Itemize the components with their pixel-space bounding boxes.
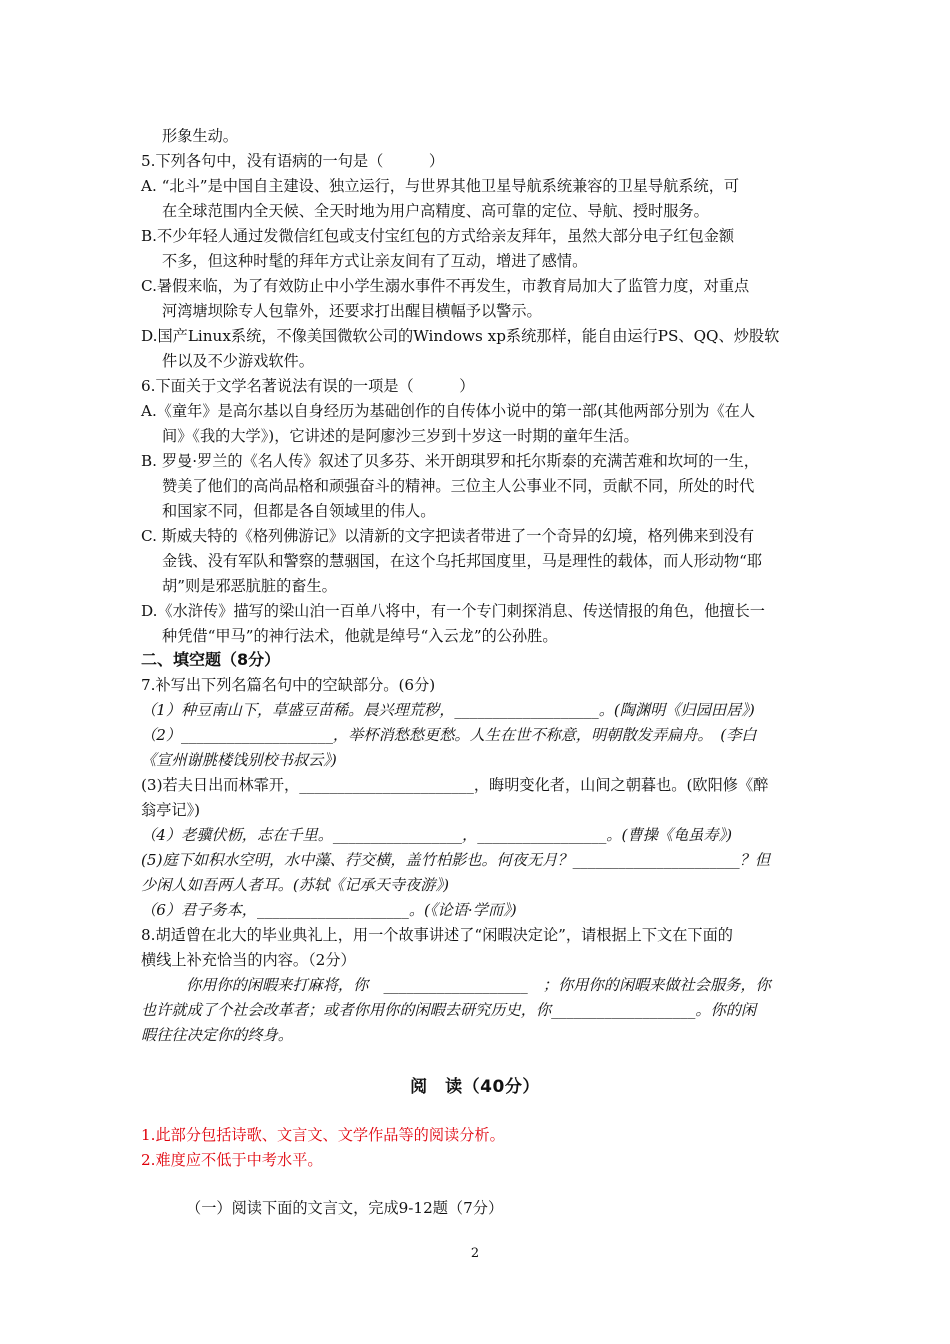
option-d: D.国产Linux系统，不像美国微软公司的Windows xp系统那样，能自由运行PS、QQ、炒股软 — [141, 327, 780, 345]
text-line: 河湾塘坝除专人包靠外，还要求打出醒目横幅予以警示。 — [162, 302, 542, 320]
fill-item-3: (3)若夫日出而林霏开，_______________________，晦明变化者，山间之朝暮也。(欧阳修《醉 — [141, 776, 769, 794]
text-line: 不多，但这种时髦的拜年方式让亲友间有了互动，增进了感情。 — [162, 252, 588, 270]
text-line: 翁亭记》) — [141, 801, 201, 819]
red-note: 2.难度应不低于中考水平。 — [141, 1151, 323, 1169]
question-8: 8.胡适曾在北大的毕业典礼上，用一个故事讲述了“闲暇决定论”，请根据上下文在下面的 — [141, 926, 733, 944]
question-7: 7.补写出下列名篇名句中的空缺部分。(6分) — [141, 676, 436, 694]
text-line: 赞美了他们的高尚品格和顽强奋斗的精神。三位主人公事业不同，贡献不同，所处的时代 — [162, 477, 755, 495]
question-6: 6.下面关于文学名著说法有误的一项是（ ） — [141, 377, 475, 395]
option-b: B.不少年轻人通过发微信红包或支付宝红包的方式给亲友拜年，虽然大部分电子红包金额 — [141, 227, 735, 245]
fill-item-2: （2）____________________，举杯消愁愁更愁。人生在世不称意，明朝散发弄扁舟。 (李白 — [141, 726, 757, 744]
paragraph-line: 暇往往决定你的终身。 — [141, 1026, 293, 1044]
option-d: D.《水浒传》描写的梁山泊一百单八将中，有一个专门刺探消息、传送情报的角色，他擅长一 — [141, 602, 765, 620]
text-line: 横线上补充恰当的内容。（2分） — [141, 951, 356, 969]
fill-item-6: （6）君子务本，____________________。(《论语·学而》) — [141, 901, 517, 919]
question-5: 5.下列各句中，没有语病的一句是（ ） — [141, 152, 445, 170]
option-a: A. “北斗”是中国自主建设、独立运行，与世界其他卫星导航系统兼容的卫星导航系统，可 — [141, 177, 740, 195]
text-line: 金钱、没有军队和警察的慧骃国，在这个乌托邦国度里，马是理性的载体，而人形动物“耶 — [162, 552, 763, 570]
paragraph-line: 也许就成了个社会改革者；或者你用你的闲暇去研究历史，你___________________。你的闲 — [141, 1001, 757, 1019]
section-title: 阅 读（40分） — [410, 1077, 540, 1097]
fill-item-4: （4）老骥伏枥，志在千里。_________________，_________________。(曹操《龟虽寿》) — [141, 826, 733, 844]
paragraph-line: 你用你的闲暇来打麻将，你 ___________________ ；你用你的闲暇来做社会服务，你 — [186, 976, 771, 994]
page-number: 2 — [470, 1246, 480, 1261]
section-heading: 二、填空题（8分） — [141, 650, 281, 669]
red-note: 1.此部分包括诗歌、文言文、文学作品等的阅读分析。 — [141, 1126, 505, 1144]
text-line: 件以及不少游戏软件。 — [162, 352, 314, 370]
text-line: 《宣州谢朓楼饯别校书叔云》) — [141, 751, 337, 769]
text-line: 形象生动。 — [162, 127, 238, 145]
text-line: 少闲人如吾两人者耳。(苏轼《记承天寺夜游》) — [141, 876, 450, 894]
option-c: C.暑假来临，为了有效防止中小学生溺水事件不再发生，市教育局加大了监管力度，对重点 — [141, 277, 750, 295]
option-b: B. 罗曼·罗兰的《名人传》叙述了贝多芬、米开朗琪罗和托尔斯泰的充满苦难和坎坷的一生， — [141, 452, 759, 470]
option-a: A.《童年》是高尔基以自身经历为基础创作的自传体小说中的第一部(其他两部分别为《在人 — [141, 402, 756, 420]
option-c: C. 斯威夫特的《格列佛游记》以清新的文字把读者带进了一个奇异的幻境，格列佛来到没有 — [141, 527, 755, 545]
fill-item-1: （1）种豆南山下，草盛豆苗稀。晨兴理荒秽，___________________。(陶渊明《归园田居》) — [141, 701, 755, 719]
subsection-heading: （一）阅读下面的文言文，完成9-12题（7分） — [186, 1199, 504, 1217]
text-line: 间》《我的大学》)，它讲述的是阿廖沙三岁到十岁这一时期的童年生活。 — [162, 427, 639, 445]
text-line: 在全球范围内全天候、全天时地为用户高精度、高可靠的定位、导航、授时服务。 — [162, 202, 709, 220]
fill-item-5: (5)庭下如积水空明，水中藻、荇交横，盖竹柏影也。何夜无月？______________________？但 — [141, 851, 771, 869]
text-line: 和国家不同，但都是各自领域里的伟人。 — [162, 502, 436, 520]
text-line: 种凭借“甲马”的神行法术，他就是绰号“入云龙”的公孙胜。 — [162, 627, 558, 645]
text-line: 胡”则是邪恶肮脏的畜生。 — [162, 577, 337, 595]
